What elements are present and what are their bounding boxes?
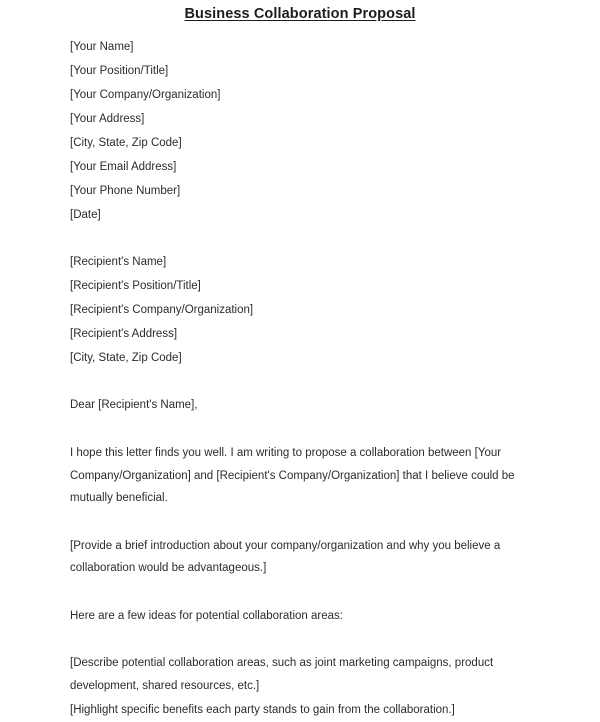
body-paragraph-company-intro: [Provide a brief introduction about your company/organization and why you believe a collaboration would be advantageous.]: [70, 539, 501, 574]
salutation: Dear [Recipient's Name],: [70, 399, 198, 411]
sender-address-block: [70, 35, 530, 227]
recipient-line-address: [Recipient's Address]: [70, 328, 178, 340]
sender-line-name: [Your Name]: [70, 41, 134, 53]
recipient-line-city-state-zip: [City, State, Zip Code]: [70, 352, 182, 364]
spacer-salutation-body: [70, 417, 530, 442]
spacer-para-3-4: [70, 627, 530, 652]
sender-line-date: [Date]: [70, 209, 101, 221]
recipient-line-company: [Recipient's Company/Organization]: [70, 304, 254, 316]
spacer-recipient-salutation: [70, 370, 530, 393]
sender-line-company: [Your Company/Organization]: [70, 89, 221, 101]
body-paragraph-intro: I hope this letter finds you well. I am writing to propose a collaboration between [Your Company/Organization] and [Recipient's Company/Organization] that I believe could be mutually beneficial.: [70, 447, 515, 504]
body-paragraph-ideas-lead-in: Here are a few ideas for potential collaboration areas:: [70, 609, 343, 622]
spacer-para-1-2: [70, 510, 530, 535]
spacer-sender-recipient: [70, 227, 530, 250]
recipient-address-block: [70, 250, 530, 370]
recipient-line-name: [Recipient's Name]: [70, 256, 167, 268]
sender-line-city-state-zip: [City, State, Zip Code]: [70, 137, 182, 149]
sender-line-phone: [Your Phone Number]: [70, 185, 181, 197]
sender-line-position: [Your Position/Title]: [70, 65, 169, 77]
sender-line-email: [Your Email Address]: [70, 161, 177, 173]
spacer-para-2-3: [70, 580, 530, 605]
letter-body: [70, 35, 530, 722]
page-title-text: Business Collaboration Proposal: [184, 6, 416, 22]
sender-line-address: [Your Address]: [70, 113, 145, 125]
body-paragraph-benefits: [Highlight specific benefits each party stands to gain from the collaboration.]: [70, 704, 455, 716]
page-title: [0, 6, 600, 22]
recipient-line-position: [Recipient's Position/Title]: [70, 280, 201, 292]
body-paragraph-collaboration-areas: [Describe potential collaboration areas, such as joint marketing campaigns, product development, shared resources, etc.]: [70, 657, 494, 692]
